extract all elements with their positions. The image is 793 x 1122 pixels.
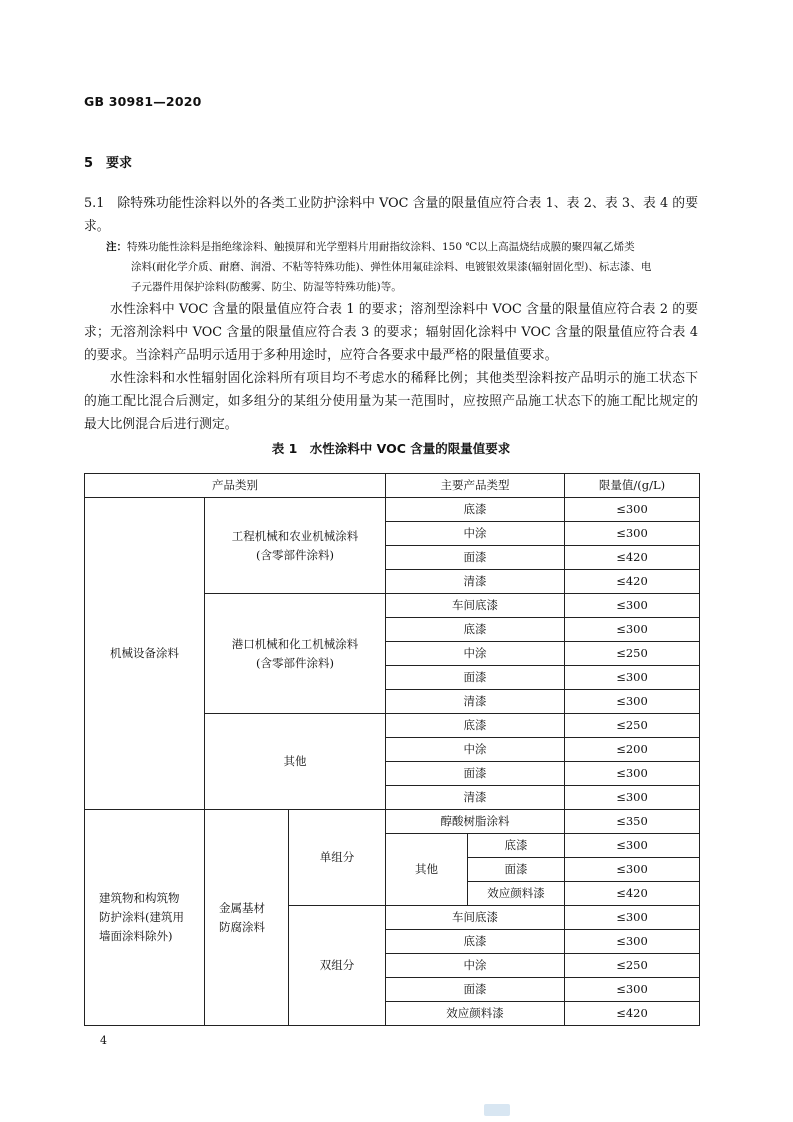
note-label: 注： (106, 241, 127, 253)
header-limit: 限量值/(g/L) (565, 474, 700, 498)
header-category: 产品类别 (85, 474, 386, 498)
limit-cell: ≤420 (565, 570, 700, 594)
limit-cell: ≤350 (565, 810, 700, 834)
limit-cell: ≤300 (565, 594, 700, 618)
double-component: 双组分 (289, 906, 386, 1026)
type-cell: 中涂 (386, 738, 565, 762)
limit-cell: ≤300 (565, 978, 700, 1002)
subcategory-metal-anticorrosion (205, 810, 289, 1026)
limit-cell: ≤420 (565, 546, 700, 570)
type-cell: 底漆 (468, 834, 565, 858)
type-cell: 面漆 (468, 858, 565, 882)
paragraph-3: 水性涂料和水性辐射固化涂料所有项目均不考虑水的稀释比例；其他类型涂料按产品明示的施工状态下的施工配比混合后测定，如多组分的某组分使用量为某一范围时，应按照产品施工状态下的施工配比规定的最大比例混合后进行测定。 (84, 371, 698, 432)
limit-cell: ≤300 (565, 522, 700, 546)
type-cell: 清漆 (386, 690, 565, 714)
limit-cell: ≤200 (565, 738, 700, 762)
type-cell: 底漆 (386, 714, 565, 738)
category-label: 防护涂料(建筑用 (99, 910, 184, 924)
type-cell: 清漆 (386, 570, 565, 594)
type-cell: 面漆 (386, 546, 565, 570)
single-other: 其他 (386, 834, 468, 906)
type-cell: 面漆 (386, 762, 565, 786)
type-cell: 车间底漆 (386, 906, 565, 930)
page-number: 4 (100, 1034, 107, 1047)
limit-cell: ≤300 (565, 930, 700, 954)
limit-cell: ≤300 (565, 834, 700, 858)
limit-cell: ≤300 (565, 906, 700, 930)
category-machinery: 机械设备涂料 (85, 498, 205, 810)
single-component: 单组分 (289, 810, 386, 906)
type-cell: 效应颜料漆 (468, 882, 565, 906)
standard-code: GB 30981—2020 (84, 94, 202, 109)
type-cell: 清漆 (386, 786, 565, 810)
subcategory-label: 防腐涂料 (219, 919, 265, 934)
watermark-stamp (484, 1104, 510, 1116)
type-cell: 中涂 (386, 954, 565, 978)
header-type: 主要产品类型 (386, 474, 565, 498)
table-title: 表 1 水性涂料中 VOC 含量的限量值要求 (271, 441, 511, 456)
limit-cell: ≤300 (565, 762, 700, 786)
limit-cell: ≤250 (565, 954, 700, 978)
type-cell: 醇酸树脂涂料 (386, 810, 565, 834)
note-line-3: 子元器件用保护涂料(防酸雾、防尘、防湿等特殊功能)等。 (131, 281, 402, 293)
limit-cell: ≤420 (565, 1002, 700, 1026)
section-title: 5 要求 (84, 156, 133, 171)
subcategory-label: 工程机械和农业机械涂料 (231, 528, 359, 543)
note-line-2: 涂料(耐化学介质、耐磨、润滑、不粘等特殊功能)、弹性体用氟硅涂料、电镀银效果漆(辐射固化型)、标志漆、电 (131, 261, 652, 273)
type-cell: 底漆 (386, 618, 565, 642)
subcategory-label: 港口机械和化工机械涂料 (231, 636, 359, 651)
table-row (85, 498, 700, 522)
category-building (85, 810, 205, 1026)
subcategory-label: 金属基材 (219, 900, 265, 915)
subcategory-note: (含零部件涂料) (256, 547, 334, 562)
paragraph-2: 水性涂料中 VOC 含量的限量值应符合表 1 的要求；溶剂型涂料中 VOC 含量的限量值应符合表 2 的要求；无溶剂涂料中 VOC 含量的限量值应符合表 3 的要求；辐射固化涂料中 VOC 含量的限量值应符合表 4 的要求。当涂料产品明示适用于多种用途时，应符合各要求中最严格的限量值要求。 (84, 302, 698, 363)
type-cell: 面漆 (386, 978, 565, 1002)
type-cell: 底漆 (386, 498, 565, 522)
category-label: 建筑物和构筑物 (99, 891, 180, 905)
table-row (85, 810, 700, 834)
note-line-1: 特殊功能性涂料是指绝缘涂料、触摸屏和光学塑料片用耐指纹涂料、150 ℃以上高温烧结成膜的聚四氟乙烯类 (127, 241, 635, 253)
type-cell: 面漆 (386, 666, 565, 690)
type-cell: 效应颜料漆 (386, 1002, 565, 1026)
note (106, 237, 698, 297)
limit-cell: ≤300 (565, 498, 700, 522)
subcategory-port-chemical (205, 594, 386, 714)
type-cell: 中涂 (386, 642, 565, 666)
type-cell: 底漆 (386, 930, 565, 954)
limit-cell: ≤300 (565, 666, 700, 690)
table-header-row (85, 474, 700, 498)
category-label: 墙面涂料除外) (99, 929, 173, 943)
voc-limit-table (84, 473, 700, 1026)
clause-5-1: 5.1 除特殊功能性涂料以外的各类工业防护涂料中 VOC 含量的限量值应符合表 1、表 2、表 3、表 4 的要求。 (84, 196, 698, 234)
type-cell: 中涂 (386, 522, 565, 546)
subcategory-engineering (205, 498, 386, 594)
limit-cell: ≤300 (565, 786, 700, 810)
limit-cell: ≤300 (565, 690, 700, 714)
limit-cell: ≤250 (565, 642, 700, 666)
limit-cell: ≤300 (565, 858, 700, 882)
subcategory-other: 其他 (205, 714, 386, 810)
limit-cell: ≤300 (565, 618, 700, 642)
limit-cell: ≤250 (565, 714, 700, 738)
type-cell: 车间底漆 (386, 594, 565, 618)
limit-cell: ≤420 (565, 882, 700, 906)
subcategory-note: (含零部件涂料) (256, 655, 334, 670)
